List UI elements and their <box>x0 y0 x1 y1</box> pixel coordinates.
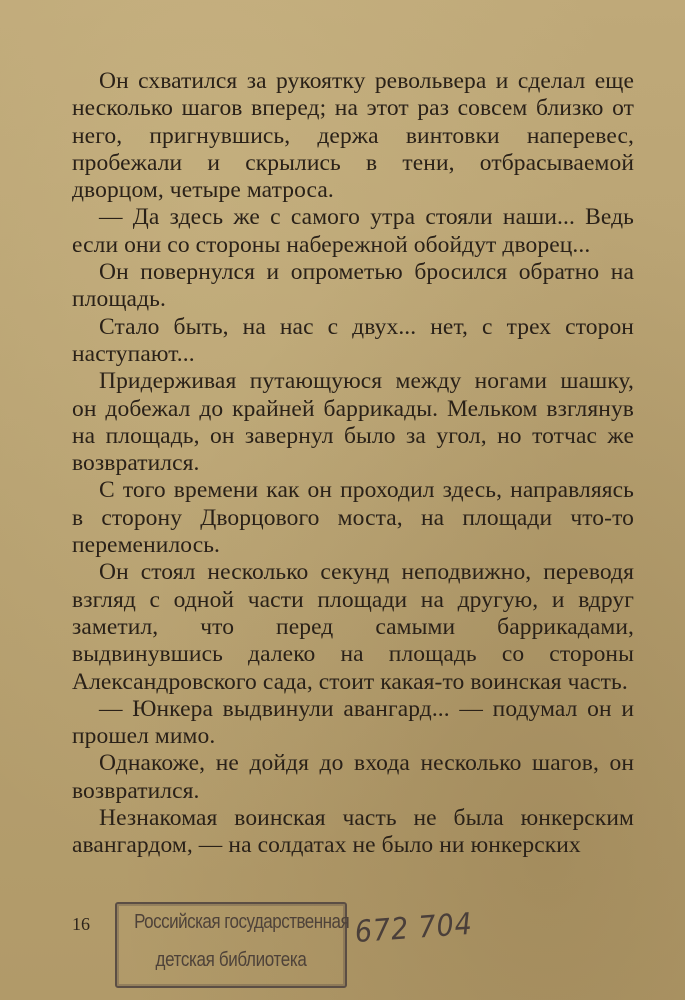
paragraph: — Да здесь же с самого утра стояли наши... Ведь если они со стороны набережной обойдут дворец... <box>72 204 634 258</box>
paragraph: — Юнкера выдвинули авангард... — подумал он и прошел мимо. <box>72 695 634 750</box>
paragraph: С того времени как он проходил здесь, направляясь в сторону Дворцового моста, на площади что-то переменилось. <box>72 477 634 559</box>
page-number: 16 <box>72 914 90 934</box>
body-text <box>72 68 634 860</box>
paragraph: Придерживая путающуюся между ногами шашку, он добежал до крайней баррикады. Мельком взглянув на площадь, он завернул было за угол, но тотчас же возвратился. <box>72 368 634 477</box>
stamp-line-library: детская библиотека <box>155 949 307 971</box>
paragraph: Однакоже, не дойдя до входа несколько шагов, он возвратился. <box>72 750 634 804</box>
paragraph: Он стоял несколько секунд неподвижно, переводя взгляд с одной части площади на другую, и вдруг заметил, что перед самыми баррикадами, выдвинувшись далеко на площадь со стороны Александровского сада, стоит какая-то воинская часть. <box>72 559 634 695</box>
paragraph: Стало быть, на нас с двух... нет, с трех сторон наступают... <box>72 313 634 367</box>
stamp-line-institution: Российская государственная <box>134 911 350 933</box>
paragraph: Он схватился за рукоятку револьвера и сделал еще несколько шагов вперед; на этот раз совсем близко от него, пригнувшись, держа винтовки наперевес, пробежали и скрылись в тени, отбрасываемой дворцом, четыре матроса. <box>72 68 634 204</box>
paragraph: Незнакомая воинская часть не была юнкерским авангардом, — на солдатах не было ни юнкерских <box>72 805 634 859</box>
library-stamp <box>115 902 350 988</box>
paragraph: Он повернулся и опрометью бросился обратно на площадь. <box>72 259 634 313</box>
handwritten-inventory-number: 672 704 <box>353 906 474 950</box>
